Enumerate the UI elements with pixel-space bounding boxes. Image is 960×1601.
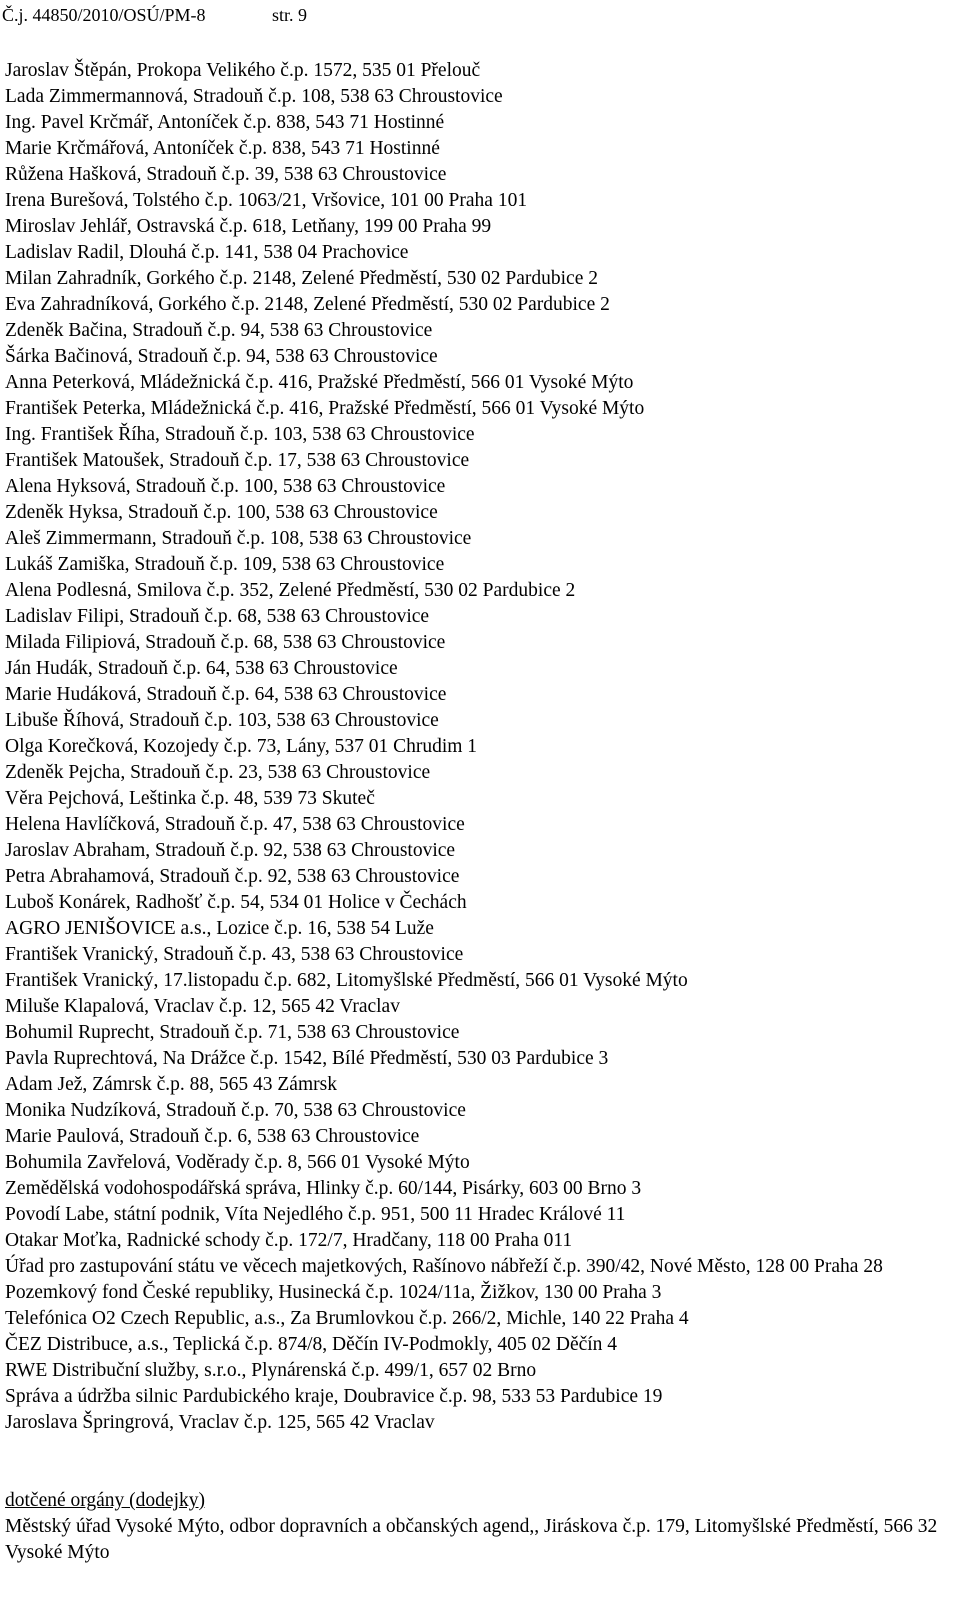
recipient-entry: Aleš Zimmermann, Stradouň č.p. 108, 538 63 Chroustovice (5, 528, 472, 549)
recipient-entry: Jaroslav Štěpán, Prokopa Velikého č.p. 1572, 535 01 Přelouč (5, 60, 481, 81)
recipient-entry: Bohumil Ruprecht, Stradouň č.p. 71, 538 63 Chroustovice (5, 1022, 460, 1043)
recipient-entry: Irena Burešová, Tolstého č.p. 1063/21, Vršovice, 101 00 Praha 101 (5, 190, 528, 211)
authorities-heading: dotčené orgány (dodejky) (5, 1490, 205, 1511)
recipient-entry: Zdeněk Hyksa, Stradouň č.p. 100, 538 63 Chroustovice (5, 502, 438, 523)
recipient-entry: Povodí Labe, státní podnik, Víta Nejedlého č.p. 951, 500 11 Hradec Králové 11 (5, 1204, 626, 1225)
recipient-entry: Helena Havlíčková, Stradouň č.p. 47, 538 63 Chroustovice (5, 814, 465, 835)
recipient-entry: Zdeněk Pejcha, Stradouň č.p. 23, 538 63 Chroustovice (5, 762, 431, 783)
recipient-list (5, 58, 953, 1436)
recipient-entry: Anna Peterková, Mládežnická č.p. 416, Pražské Předměstí, 566 01 Vysoké Mýto (5, 372, 634, 393)
recipient-entry: Miluše Klapalová, Vraclav č.p. 12, 565 42 Vraclav (5, 996, 400, 1017)
recipient-entry: František Peterka, Mládežnická č.p. 416, Pražské Předměstí, 566 01 Vysoké Mýto (5, 398, 645, 419)
recipient-entry: Šárka Bačinová, Stradouň č.p. 94, 538 63 Chroustovice (5, 346, 438, 367)
recipient-entry: Luboš Konárek, Radhošť č.p. 54, 534 01 Holice v Čechách (5, 892, 467, 913)
recipient-entry: Věra Pejchová, Leštinka č.p. 48, 539 73 Skuteč (5, 788, 375, 809)
recipient-entry: Miroslav Jehlář, Ostravská č.p. 618, Letňany, 199 00 Praha 99 (5, 216, 492, 237)
recipient-entry: Lukáš Zamiška, Stradouň č.p. 109, 538 63 Chroustovice (5, 554, 445, 575)
recipient-entry: Libuše Říhová, Stradouň č.p. 103, 538 63 Chroustovice (5, 710, 439, 731)
recipient-entry: Úřad pro zastupování státu ve věcech majetkových, Rašínovo nábřeží č.p. 390/42, Nové Město, 128 00 Praha 28 (5, 1256, 883, 1277)
recipient-entry: Otakar Moťka, Radnické schody č.p. 172/7, Hradčany, 118 00 Praha 011 (5, 1230, 573, 1251)
recipient-entry: František Matoušek, Stradouň č.p. 17, 538 63 Chroustovice (5, 450, 470, 471)
recipient-entry: Alena Hyksová, Stradouň č.p. 100, 538 63 Chroustovice (5, 476, 446, 497)
recipient-entry: Monika Nudzíková, Stradouň č.p. 70, 538 63 Chroustovice (5, 1100, 466, 1121)
recipient-entry: RWE Distribuční služby, s.r.o., Plynárenská č.p. 499/1, 657 02 Brno (5, 1360, 537, 1381)
recipient-entry: Jaroslava Špringrová, Vraclav č.p. 125, 565 42 Vraclav (5, 1412, 435, 1433)
recipient-entry: AGRO JENIŠOVICE a.s., Lozice č.p. 16, 538 54 Luže (5, 918, 434, 939)
recipient-entry: Milan Zahradník, Gorkého č.p. 2148, Zelené Předměstí, 530 02 Pardubice 2 (5, 268, 598, 289)
recipient-entry: Marie Krčmářová, Antoníček č.p. 838, 543 71 Hostinné (5, 138, 440, 159)
recipient-entry: Ing. František Říha, Stradouň č.p. 103, 538 63 Chroustovice (5, 424, 475, 445)
recipient-entry: Telefónica O2 Czech Republic, a.s., Za Brumlovkou č.p. 266/2, Michle, 140 22 Praha 4 (5, 1308, 689, 1329)
reference-number: Č.j. 44850/2010/OSÚ/PM-8 (2, 5, 206, 25)
recipient-entry: Milada Filipiová, Stradouň č.p. 68, 538 63 Chroustovice (5, 632, 446, 653)
recipient-entry: Eva Zahradníková, Gorkého č.p. 2148, Zelené Předměstí, 530 02 Pardubice 2 (5, 294, 610, 315)
recipient-entry: Bohumila Zavřelová, Voděrady č.p. 8, 566 01 Vysoké Mýto (5, 1152, 470, 1173)
page-number: str. 9 (272, 5, 308, 25)
recipient-entry: Marie Hudáková, Stradouň č.p. 64, 538 63 Chroustovice (5, 684, 447, 705)
recipient-entry: Zemědělská vodohospodářská správa, Hlinky č.p. 60/144, Pisárky, 603 00 Brno 3 (5, 1178, 642, 1199)
page-header (2, 4, 307, 26)
recipient-entry: Jaroslav Abraham, Stradouň č.p. 92, 538 63 Chroustovice (5, 840, 456, 861)
recipient-entry: Ján Hudák, Stradouň č.p. 64, 538 63 Chroustovice (5, 658, 398, 679)
recipient-entry: Alena Podlesná, Smilova č.p. 352, Zelené Předměstí, 530 02 Pardubice 2 (5, 580, 576, 601)
recipient-entry: Zdeněk Bačina, Stradouň č.p. 94, 538 63 Chroustovice (5, 320, 433, 341)
recipient-entry: Petra Abrahamová, Stradouň č.p. 92, 538 63 Chroustovice (5, 866, 460, 887)
recipient-entry: Pavla Ruprechtová, Na Drážce č.p. 1542, Bílé Předměstí, 530 03 Pardubice 3 (5, 1048, 609, 1069)
recipient-entry: Správa a údržba silnic Pardubického kraje, Doubravice č.p. 98, 533 53 Pardubice 19 (5, 1386, 663, 1407)
recipient-entry: Pozemkový fond České republiky, Husinecká č.p. 1024/11a, Žižkov, 130 00 Praha 3 (5, 1282, 662, 1303)
recipient-entry: Lada Zimmermannová, Stradouň č.p. 108, 538 63 Chroustovice (5, 86, 503, 107)
authority-entry: Městský úřad Vysoké Mýto, odbor dopravních a občanských agend,, Jiráskova č.p. 179, Litomyšlské Předměstí, 566 32 Vysoké Mýto (5, 1516, 938, 1563)
recipient-entry: Marie Paulová, Stradouň č.p. 6, 538 63 Chroustovice (5, 1126, 420, 1147)
recipient-entry: ČEZ Distribuce, a.s., Teplická č.p. 874/8, Děčín IV-Podmokly, 405 02 Děčín 4 (5, 1334, 618, 1355)
recipient-entry: Ladislav Radil, Dlouhá č.p. 141, 538 04 Prachovice (5, 242, 409, 263)
recipient-entry: František Vranický, 17.listopadu č.p. 682, Litomyšlské Předměstí, 566 01 Vysoké Mýto (5, 970, 688, 991)
recipient-entry: Ing. Pavel Krčmář, Antoníček č.p. 838, 543 71 Hostinné (5, 112, 445, 133)
recipient-entry: Růžena Hašková, Stradouň č.p. 39, 538 63 Chroustovice (5, 164, 447, 185)
authorities-list (5, 1514, 950, 1566)
recipient-entry: Ladislav Filipi, Stradouň č.p. 68, 538 63 Chroustovice (5, 606, 430, 627)
recipient-entry: Olga Korečková, Kozojedy č.p. 73, Lány, 537 01 Chrudim 1 (5, 736, 478, 757)
recipient-entry: Adam Jež, Zámrsk č.p. 88, 565 43 Zámrsk (5, 1074, 337, 1095)
recipient-entry: František Vranický, Stradouň č.p. 43, 538 63 Chroustovice (5, 944, 464, 965)
